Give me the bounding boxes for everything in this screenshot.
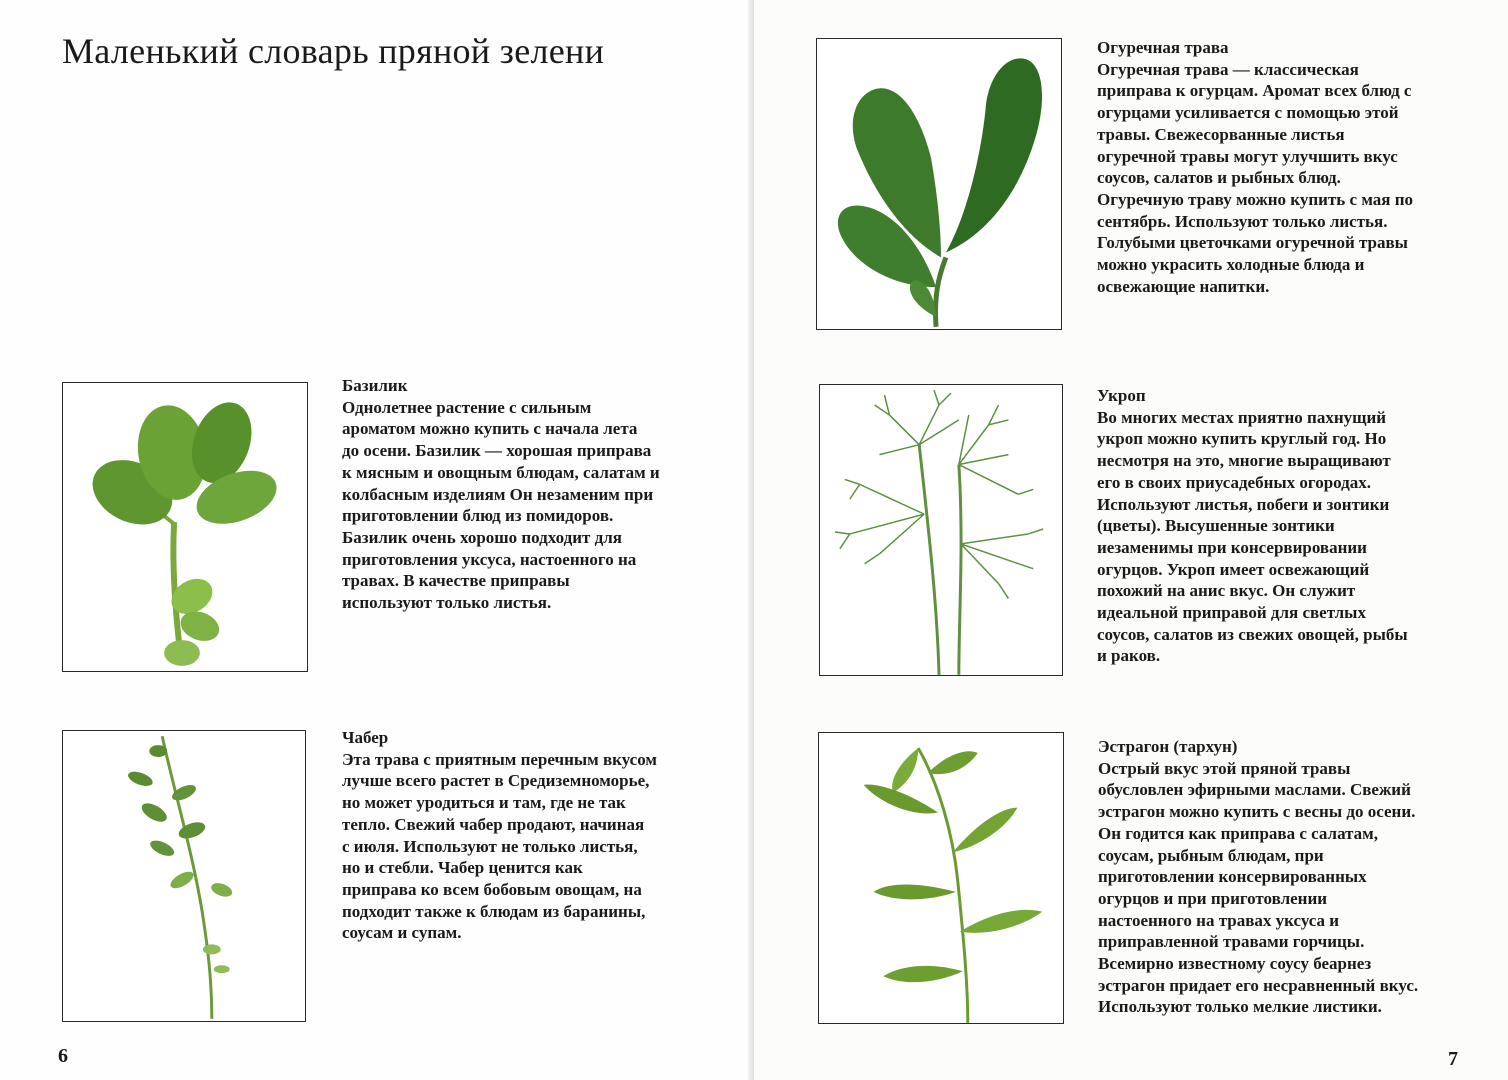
borage-illustration bbox=[817, 39, 1061, 329]
dill-heading: Укроп bbox=[1097, 386, 1146, 405]
basil-illustration bbox=[63, 383, 307, 671]
tarragon-entry bbox=[1098, 736, 1498, 1018]
tarragon-text: Острый вкус этой пряной травы обусловлен эфирными маслами. Свежий эстрагон можно купить с весны до осени. Он годится как приправа с салатам, соусам, рыбным блюдам, при приготовлении консервированных огурцов и при приготовлении настоенного на травах уксуса и приправленной травами горчицы. Всемирно известному соусу беарнез эстрагон придает его несравненный вкус. Используют только мелкие листики. bbox=[1098, 758, 1419, 1017]
borage-text: Огуречная трава — классическая приправа к огурцам. Аромат всех блюд с огурцами усиливается с помощью этой травы. Свежесорванные листья огуречной травы могут улучшить вкус соусов, салатов и рыбных блюд. Огуречную траву можно купить с мая по сентябрь. Используют только листья. Голубыми цветочками огуречной травы можно украсить холодные блюда и освежающие напитки. bbox=[1097, 59, 1414, 296]
savory-photo bbox=[62, 730, 306, 1022]
savory-entry bbox=[342, 727, 742, 944]
page-title: Маленький словарь пряной зелени bbox=[62, 31, 605, 71]
dill-photo bbox=[819, 384, 1063, 676]
tarragon-illustration bbox=[819, 733, 1063, 1023]
savory-illustration bbox=[63, 731, 305, 1021]
borage-entry bbox=[1097, 37, 1497, 297]
dill-entry bbox=[1097, 385, 1497, 667]
savory-heading: Чабер bbox=[342, 728, 389, 747]
tarragon-heading: Эстрагон (тархун) bbox=[1098, 737, 1238, 756]
borage-photo bbox=[816, 38, 1062, 330]
borage-heading: Огуречная трава bbox=[1097, 38, 1229, 57]
basil-photo bbox=[62, 382, 308, 672]
basil-text: Однолетнее растение с сильным ароматом можно купить с начала лета до осени. Базилик — хорошая приправа к мясным и овощным блюдам, салатам и колбасным изделиям Он незаменим при приготовлении блюд из помидоров. Базилик очень хорошо подходит для приготовления уксуса, настоенного на травах. В качестве приправы используют только листья. bbox=[342, 397, 660, 613]
page-number-left: 6 bbox=[58, 1045, 68, 1067]
right-page bbox=[754, 0, 1508, 1080]
savory-text: Эта трава с приятным перечным вкусом лучше всего растет в Средиземноморье, но может уродиться и там, где не так тепло. Свежий чабер продают, начиная с июля. Используют не только листья, но и стебли. Чабер ценится как приправа ко всем бобовым овощам, на подходит также к блюдам из баранины, соусам и супам. bbox=[342, 749, 657, 943]
page-number-right: 7 bbox=[1448, 1048, 1458, 1070]
basil-entry bbox=[342, 375, 742, 614]
basil-heading: Базилик bbox=[342, 376, 408, 395]
dill-illustration bbox=[820, 385, 1062, 675]
tarragon-photo bbox=[818, 732, 1064, 1024]
dill-text: Во многих местах приятно пахнущий укроп можно купить круглый год. Но несмотря на это, многие выращивают его в своих приусадебных огородах. Используют листья, побеги и зонтики (цветы). Высушенные зонтики иезаменимы при консервировании огурцов. Укроп имеет освежающий похожий на анис вкус. Он служит идеальной приправой для светлых соусов, салатов из свежих овощей, рыбы и раков. bbox=[1097, 407, 1408, 666]
